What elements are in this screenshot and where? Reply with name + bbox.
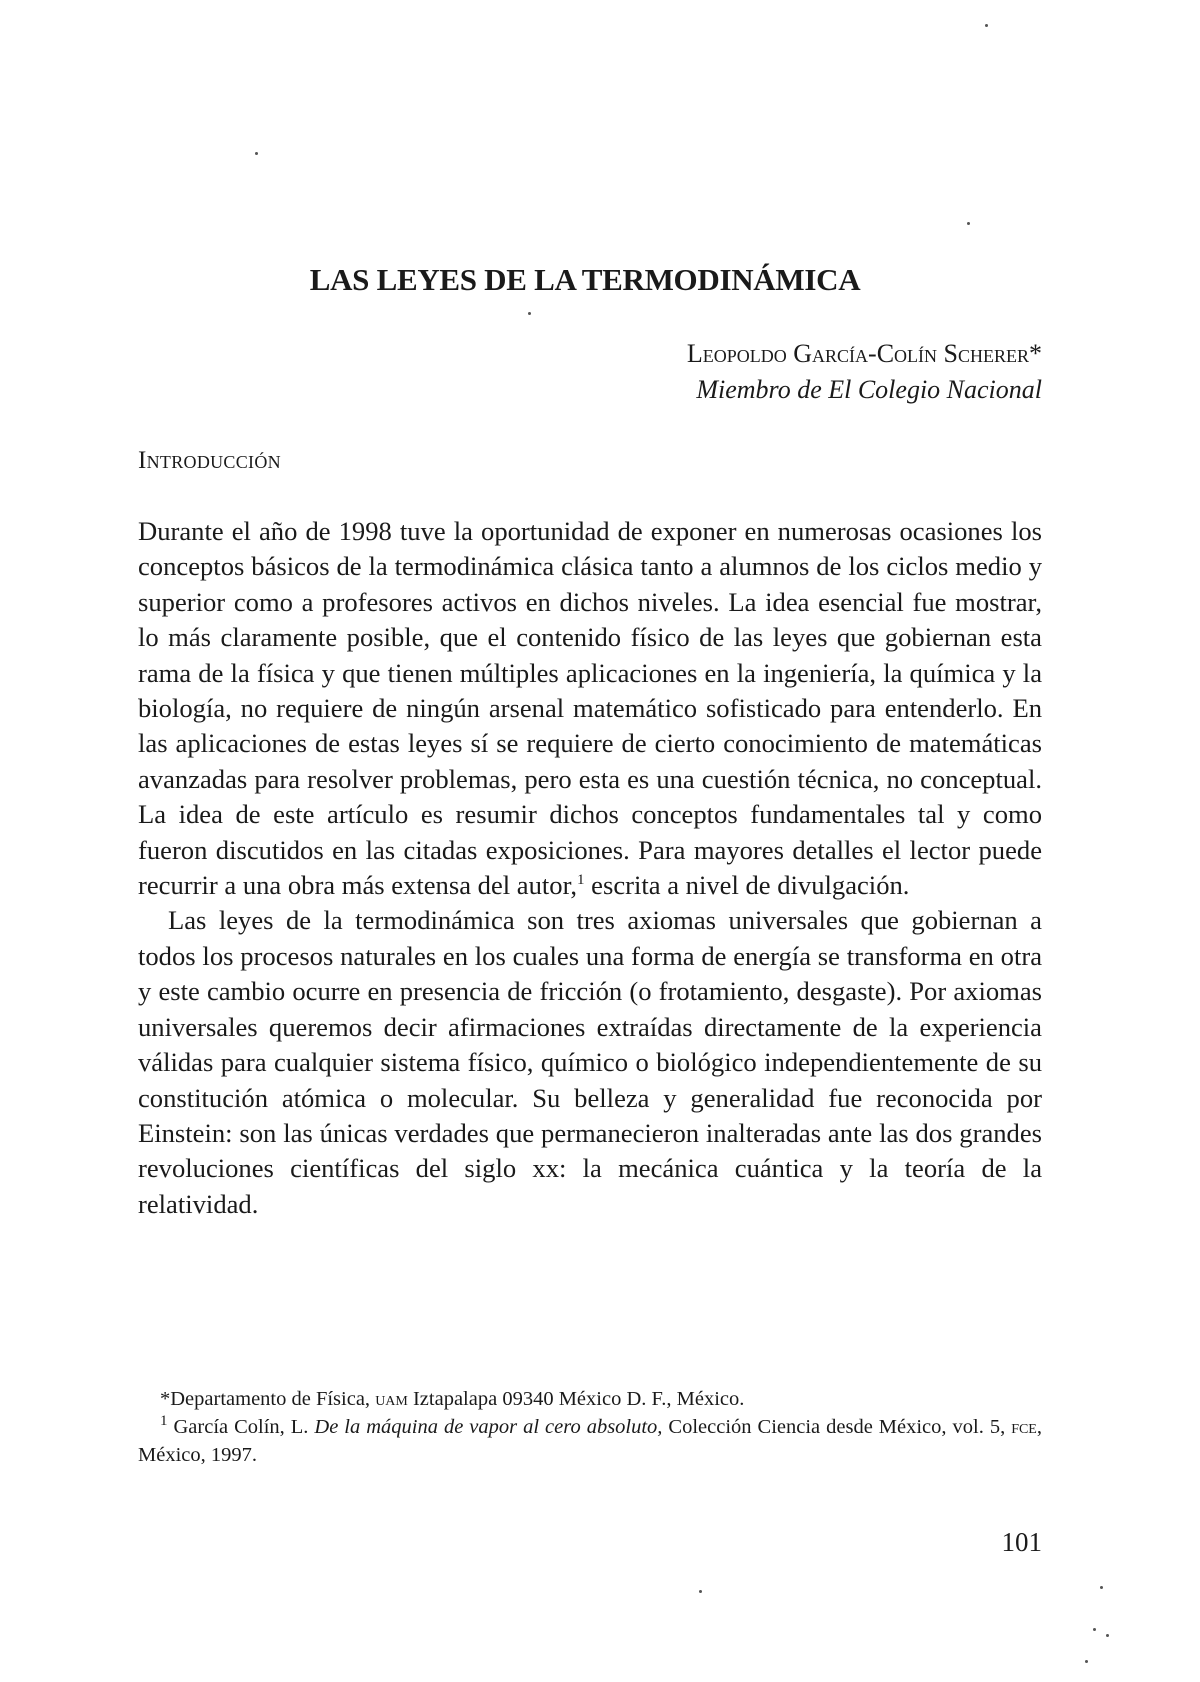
footnote-1-part-c: , México, 1997. bbox=[138, 1416, 1042, 1466]
footnote-ref-1: 1 bbox=[577, 872, 585, 889]
paragraph-2: Las leyes de la termodinámica son tres axiomas universales que gobiernan a todos los procesos naturales en los cuales una forma de energía se transforma en otra y este cambio ocurre en presencia de fricción (o frotamiento, desgaste). Por axiomas universales queremos decir afirmaciones extraídas directamente de la experiencia válidas para cualquier sistema físico, químico o biológico independientemente de su constitución atómica o molecular. Su belleza y generalidad fue reconocida por Einstein: son las únicas verdades que permanecieron inalteradas ante las dos grandes revoluciones científicas del siglo xx: la mecánica cuántica y la teoría de la relatividad. bbox=[138, 905, 1042, 1219]
author-name: Leopoldo García-Colín Scherer* bbox=[686, 339, 1042, 368]
author-block bbox=[687, 336, 1042, 408]
body-text bbox=[138, 514, 1042, 1222]
scan-speck bbox=[1106, 1634, 1109, 1637]
scan-speck bbox=[699, 1590, 702, 1593]
footnote-star-part-a: *Departamento de Física, bbox=[160, 1388, 376, 1410]
scan-speck bbox=[255, 152, 258, 155]
footnote-1 bbox=[138, 1413, 1042, 1469]
scan-speck bbox=[1085, 1660, 1088, 1663]
scan-speck bbox=[985, 24, 988, 27]
page-number: 101 bbox=[1001, 1527, 1042, 1557]
footnote-1-abbr: fce bbox=[1011, 1416, 1037, 1438]
paragraph-1-text: Durante el año de 1998 tuve la oportunidad de exponer en numerosas ocasiones los conceptos básicos de la termodinámica clásica tanto a alumnos de los ciclos medio y superior como a profesores activos en dichos niveles. La idea esencial fue mostrar, lo más claramente posible, que el contenido físico de las leyes que gobiernan esta rama de la física y que tienen múltiples aplicaciones en la ingeniería, la química y la biología, no requiere de ningún arsenal matemático sofisticado para entenderlo. En las aplicaciones de estas leyes sí se requiere de cierto conocimiento de matemáticas avanzadas para resolver problemas, pero esta es una cuestión técnica, no conceptual. La idea de este artículo es resumir dichos conceptos fundamentales tal y como fueron discutidos en las citadas exposiciones. Para mayores detalles el lector puede recurrir a una obra más extensa del autor, bbox=[138, 516, 1042, 901]
paragraph-1-tail: escrita a nivel de divulgación. bbox=[584, 870, 910, 901]
footnote-1-part-b: Colección Ciencia desde México, vol. 5, bbox=[662, 1416, 1012, 1438]
footnote-star-abbr: uam bbox=[375, 1388, 408, 1410]
footnote-1-book-title: De la máquina de vapor al cero absoluto, bbox=[314, 1416, 663, 1438]
paragraph-1 bbox=[138, 514, 1042, 903]
scan-speck bbox=[1093, 1628, 1096, 1631]
footnote-star-part-b: Iztapalapa 09340 México D. F., México. bbox=[407, 1388, 745, 1410]
article-title: LAS LEYES DE LA TERMODINÁMICA bbox=[309, 262, 861, 297]
footnote-1-number: 1 bbox=[160, 1413, 168, 1430]
scan-speck bbox=[1100, 1586, 1103, 1589]
footnote-1-part-a: García Colín, L. bbox=[167, 1416, 315, 1438]
scan-speck bbox=[528, 312, 531, 315]
footnotes bbox=[138, 1385, 1042, 1469]
footnote-star bbox=[138, 1385, 1042, 1413]
section-heading: Introducción bbox=[138, 447, 281, 474]
author-affiliation: Miembro de El Colegio Nacional bbox=[696, 375, 1042, 404]
scan-speck bbox=[967, 222, 970, 225]
